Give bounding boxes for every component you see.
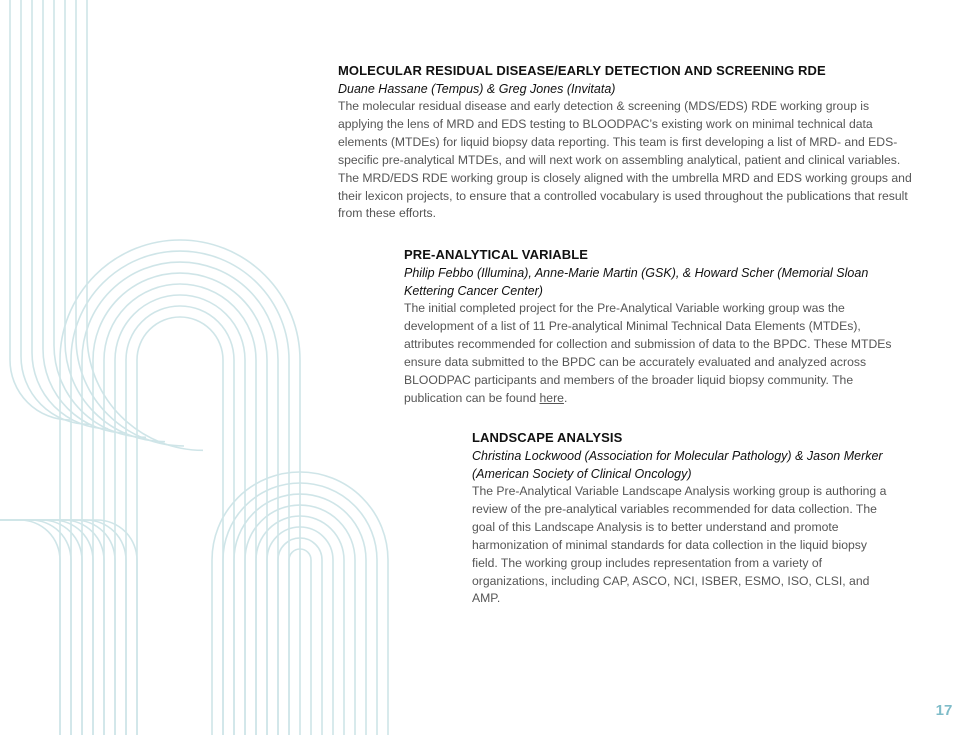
section-body: The initial completed project for the Pre-Analytical Variable working group was the development of a list of 11 Pre-analytical Minimal Technical Data Elements (MTDEs), attributes recommended for collection and submission of data to the BPDC. These MTDEs ensure data submitted to the BPDC can be accurately evaluated and analyzed across BLOODPAC participants and members of the broader liquid biopsy community. The publication can be found bbox=[404, 301, 892, 405]
decorative-arc-line bbox=[0, 520, 115, 735]
decorative-arc-line bbox=[0, 520, 60, 735]
section-body-end: . bbox=[563, 390, 568, 405]
decorative-arc-line bbox=[10, 0, 70, 420]
decorative-arc-line bbox=[0, 520, 126, 735]
section-authors: Philip Febbo (Illumina), Anne-Marie Martin (GSK), & Howard Scher (Memorial Sloan Kettering Cancer Center) bbox=[404, 266, 869, 298]
decorative-arc-line bbox=[115, 295, 245, 735]
decorative-arc-line bbox=[0, 520, 93, 735]
decorative-arc-line bbox=[93, 273, 267, 735]
decorative-arc-line bbox=[0, 520, 104, 735]
section-authors: Duane Hassane (Tempus) & Greg Jones (Invitata) bbox=[338, 82, 616, 96]
section-authors: Christina Lockwood (Association for Molecular Pathology) & Jason Merker (American Society of Clinical Oncology) bbox=[472, 449, 883, 481]
section-heading: MOLECULAR RESIDUAL DISEASE/EARLY DETECTION AND SCREENING RDE bbox=[338, 63, 826, 78]
decorative-arc-line bbox=[60, 240, 300, 735]
section-landscape-analysis bbox=[472, 429, 892, 608]
section-pre-analytical-variable bbox=[404, 246, 904, 407]
section-mrd-eds-rde bbox=[338, 62, 914, 223]
decorative-arc-line bbox=[137, 317, 223, 735]
section-body-container bbox=[404, 300, 904, 407]
section-heading: PRE-ANALYTICAL VARIABLE bbox=[404, 247, 589, 262]
section-body: The molecular residual disease and early detection & screening (MDS/EDS) RDE working group is applying the lens of MRD and EDS testing to BLOODPAC’s existing work on minimal technical data elements (MTDEs) for liquid biopsy data reporting. This team is first developing a list of MRD- and EDS-specific pre-analytical MTDEs, and will next work on assembling analytical, patient and clinical variables. The MRD/EDS RDE working group is closely aligned with the umbrella MRD and EDS working groups and their lexicon projects, to ensure that a controlled vocabulary is used throughout the publications that result from these efforts. bbox=[338, 99, 912, 221]
decorative-arc-line bbox=[82, 262, 278, 735]
decorative-arc-line bbox=[54, 0, 146, 437]
section-heading: LANDSCAPE ANALYSIS bbox=[472, 430, 623, 445]
decorative-arc-line bbox=[126, 306, 234, 735]
decorative-arc-line bbox=[0, 520, 137, 735]
page-number: 17 bbox=[935, 702, 953, 719]
publication-link[interactable]: here bbox=[539, 390, 564, 405]
section-body: The Pre-Analytical Variable Landscape Analysis working group is authoring a review of the pre-analytical variables recommended for data collection. The goal of this Landscape Analysis is to better understand and promote harmonization of minimal standards for data collection in the liquid biopsy field. The working group includes representation from a variety of organizations, including CAP, ASCO, NCI, ISBER, ESMO, ISO, CLSI, and AMP. bbox=[472, 484, 887, 606]
